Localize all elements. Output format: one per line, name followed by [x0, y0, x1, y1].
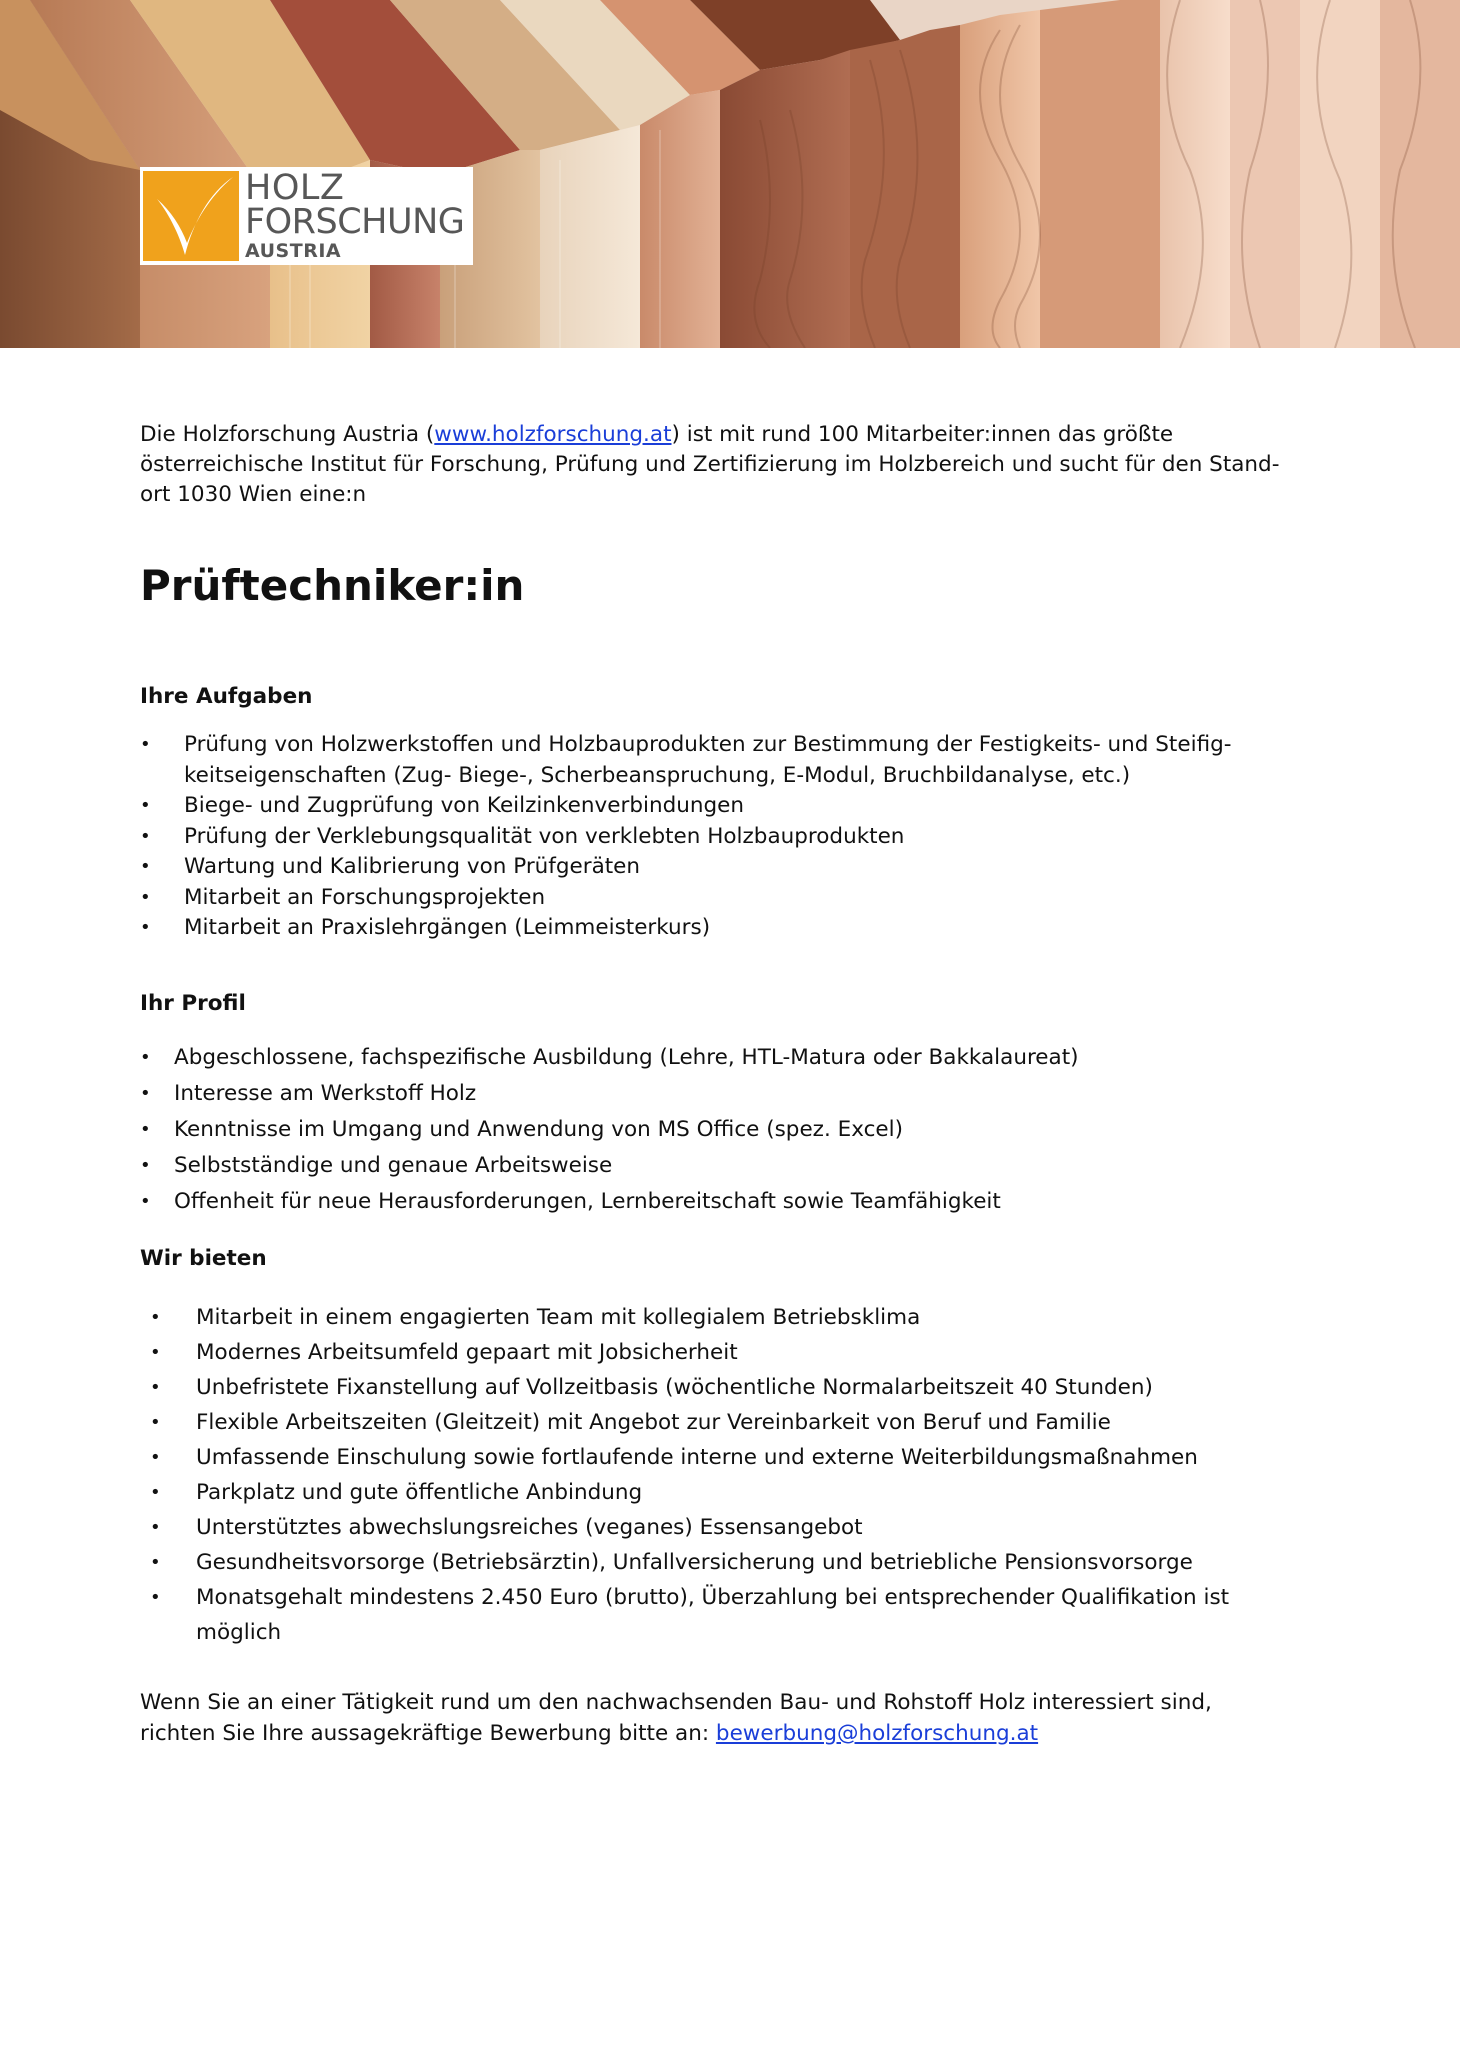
bullet-icon: •	[140, 917, 151, 938]
list-item: • Gesundheitsvorsorge (Betriebsärztin), Unfallversicherung und betriebliche Pensionsvorsorge	[140, 1545, 1330, 1580]
closing-line1: Wenn Sie an einer Tätigkeit rund um den nachwachsenden Bau- und Rohstoff Holz interessiert sind,	[140, 1690, 1212, 1715]
closing-line2: richten Sie Ihre aussagekräftige Bewerbung bitte an:	[140, 1721, 716, 1746]
intro-text-line1-end: ) ist mit rund 100 Mitarbeiter:innen das größte	[671, 422, 1174, 447]
wood-samples-banner	[0, 0, 1460, 348]
tasks-list	[140, 730, 1330, 944]
bullet-icon: •	[140, 886, 151, 908]
bullet-icon: •	[140, 1083, 151, 1104]
bullet-icon: •	[140, 1119, 151, 1140]
bullet-icon: •	[140, 1191, 151, 1212]
list-item: • Monatsgehalt mindestens 2.450 Euro (brutto), Überzahlung bei entsprechender Qualifikation ist möglich	[140, 1580, 1330, 1650]
checkmark-v-icon	[143, 171, 239, 261]
logo-line-forschung: FORSCHUNG	[245, 202, 465, 242]
list-item: • Mitarbeit in einem engagierten Team mit kollegialem Betriebsklima	[140, 1300, 1330, 1335]
intro-paragraph	[140, 420, 1330, 510]
email-link[interactable]: bewerbung@holzforschung.at	[715, 1721, 1039, 1746]
bullet-icon: •	[140, 1155, 151, 1176]
list-item: • Selbstständige und genaue Arbeitsweise	[140, 1148, 1330, 1184]
list-item: • Wartung und Kalibrierung von Prüfgeräten	[140, 852, 1330, 883]
bullet-icon: •	[140, 734, 151, 755]
bullet-icon: •	[150, 1482, 161, 1503]
list-item: • Modernes Arbeitsumfeld gepaart mit Jobsicherheit	[140, 1335, 1330, 1370]
bullet-icon: •	[150, 1517, 161, 1538]
bullet-icon: •	[150, 1587, 161, 1608]
list-item: • Biege- und Zugprüfung von Keilzinkenverbindungen	[140, 791, 1330, 822]
closing-paragraph	[140, 1687, 1330, 1749]
intro-text-line2: österreichische Institut für Forschung, Prüfung und Zertifizierung im Holzbereich und sucht für den Stand-	[140, 452, 1280, 477]
logo-line-austria: AUSTRIA	[245, 240, 342, 262]
profile-heading: Ihr Profil	[140, 991, 246, 1016]
profile-list	[140, 1040, 1330, 1220]
intro-text-line3: ort 1030 Wien eine:n	[140, 482, 367, 507]
logo-wordmark	[245, 168, 465, 262]
bullet-icon: •	[150, 1447, 161, 1468]
list-item: • Prüfung der Verklebungsqualität von verklebten Holzbauprodukten	[140, 822, 1330, 853]
intro-text-start: Die Holzforschung Austria (	[140, 422, 435, 447]
list-item: • Parkplatz und gute öffentliche Anbindung	[140, 1475, 1330, 1510]
list-item: • Abgeschlossene, fachspezifische Ausbildung (Lehre, HTL-Matura oder Bakkalaureat)	[140, 1040, 1330, 1076]
website-link[interactable]: www.holzforschung.at	[434, 422, 672, 447]
list-item: • Mitarbeit an Forschungsprojekten	[140, 883, 1330, 914]
list-item: • Interesse am Werkstoff Holz	[140, 1076, 1330, 1112]
job-title: Prüftechniker:in	[140, 561, 525, 610]
bullet-icon: •	[150, 1342, 161, 1363]
bullet-icon: •	[140, 825, 151, 847]
tasks-heading: Ihre Aufgaben	[140, 684, 313, 709]
bullet-icon: •	[150, 1307, 161, 1328]
logo-line-holz: HOLZ	[245, 168, 345, 208]
bullet-icon: •	[150, 1552, 161, 1573]
list-item: • Unbefristete Fixanstellung auf Vollzeitbasis (wöchentliche Normalarbeitszeit 40 Stunden)	[140, 1370, 1330, 1405]
offer-heading: Wir bieten	[140, 1246, 267, 1271]
list-item: • Flexible Arbeitszeiten (Gleitzeit) mit Angebot zur Vereinbarkeit von Beruf und Familie	[140, 1405, 1330, 1440]
holzforschung-logo	[140, 167, 473, 265]
list-item: • Unterstütztes abwechslungsreiches (veganes) Essensangebot	[140, 1510, 1330, 1545]
list-item: • Prüfung von Holzwerkstoffen und Holzbauprodukten zur Bestimmung der Festigkeits- und Steifig- keitseigenschaften (Zug- Biege-, Scherbeanspruchung, E-Modul, Bruchbildanalyse, etc.)	[140, 732, 1232, 788]
list-item: • Umfassende Einschulung sowie fortlaufende interne und externe Weiterbildungsmaßnahmen	[140, 1440, 1330, 1475]
bullet-icon: •	[140, 795, 151, 816]
posting-content	[140, 420, 1330, 1746]
list-item: • Offenheit für neue Herausforderungen, Lernbereitschaft sowie Teamfähigkeit	[140, 1184, 1330, 1220]
bullet-icon: •	[140, 856, 151, 877]
list-item: • Kenntnisse im Umgang und Anwendung von MS Office (spez. Excel)	[140, 1112, 1330, 1148]
offer-list	[140, 1300, 1330, 1650]
list-item: • Mitarbeit an Praxislehrgängen (Leimmeisterkurs)	[140, 913, 1330, 944]
bullet-icon: •	[150, 1412, 161, 1433]
bullet-icon: •	[140, 1047, 151, 1068]
bullet-icon: •	[150, 1377, 161, 1398]
